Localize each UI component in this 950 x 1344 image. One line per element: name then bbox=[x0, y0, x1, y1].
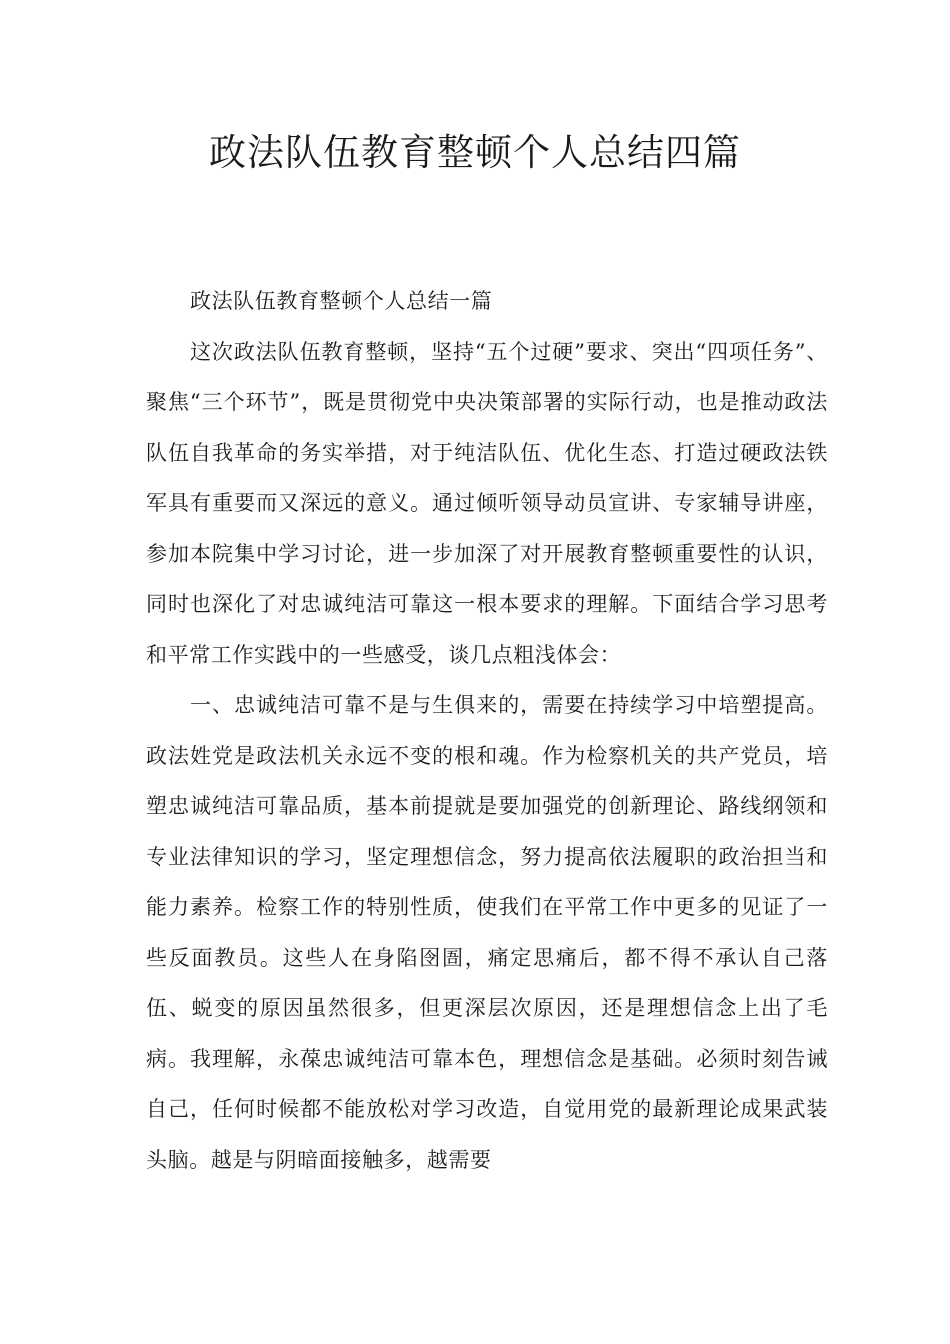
document-title: 政法队伍教育整顿个人总结四篇 bbox=[209, 131, 741, 174]
section-subtitle: 政法队伍教育整顿个人总结一篇 bbox=[190, 289, 493, 313]
document-body bbox=[146, 276, 828, 1185]
paragraph-intro: 这次政法队伍教育整顿，坚持“五个过硬”要求、突出“四项任务”、聚焦“三个环节”，既是贯彻党中央决策部署的实际行动，也是推动政法队伍自我革命的务实举措，对于纯洁队伍、优化生态、打造过硬政法铁军具有重要而又深远的意义。通过倾听领导动员宣讲、专家辅导讲座，参加本院集中学习讨论，进一步加深了对开展教育整顿重要性的认识，同时也深化了对忠诚纯洁可靠这一根本要求的理解。下面结合学习思考和平常工作实践中的一些感受，谈几点粗浅体会： bbox=[146, 339, 828, 667]
paragraph-point-one: 一、忠诚纯洁可靠不是与生俱来的，需要在持续学习中培塑提高。政法姓党是政法机关永远不变的根和魂。作为检察机关的共产党员，培塑忠诚纯洁可靠品质，基本前提就是要加强党的创新理论、路线纲领和专业法律知识的学习，坚定理想信念，努力提高依法履职的政治担当和能力素养。检察工作的特别性质，使我们在平常工作中更多的见证了一些反面教员。这些人在身陷囹圄，痛定思痛后，都不得不承认自己落伍、蜕变的原因虽然很多，但更深层次原因，还是理想信念上出了毛病。我理解，永葆忠诚纯洁可靠本色，理想信念是基础。必须时刻告诫自己，任何时候都不能放松对学习改造，自觉用党的最新理论成果武装头脑。越是与阴暗面接触多，越需要 bbox=[146, 693, 828, 1172]
